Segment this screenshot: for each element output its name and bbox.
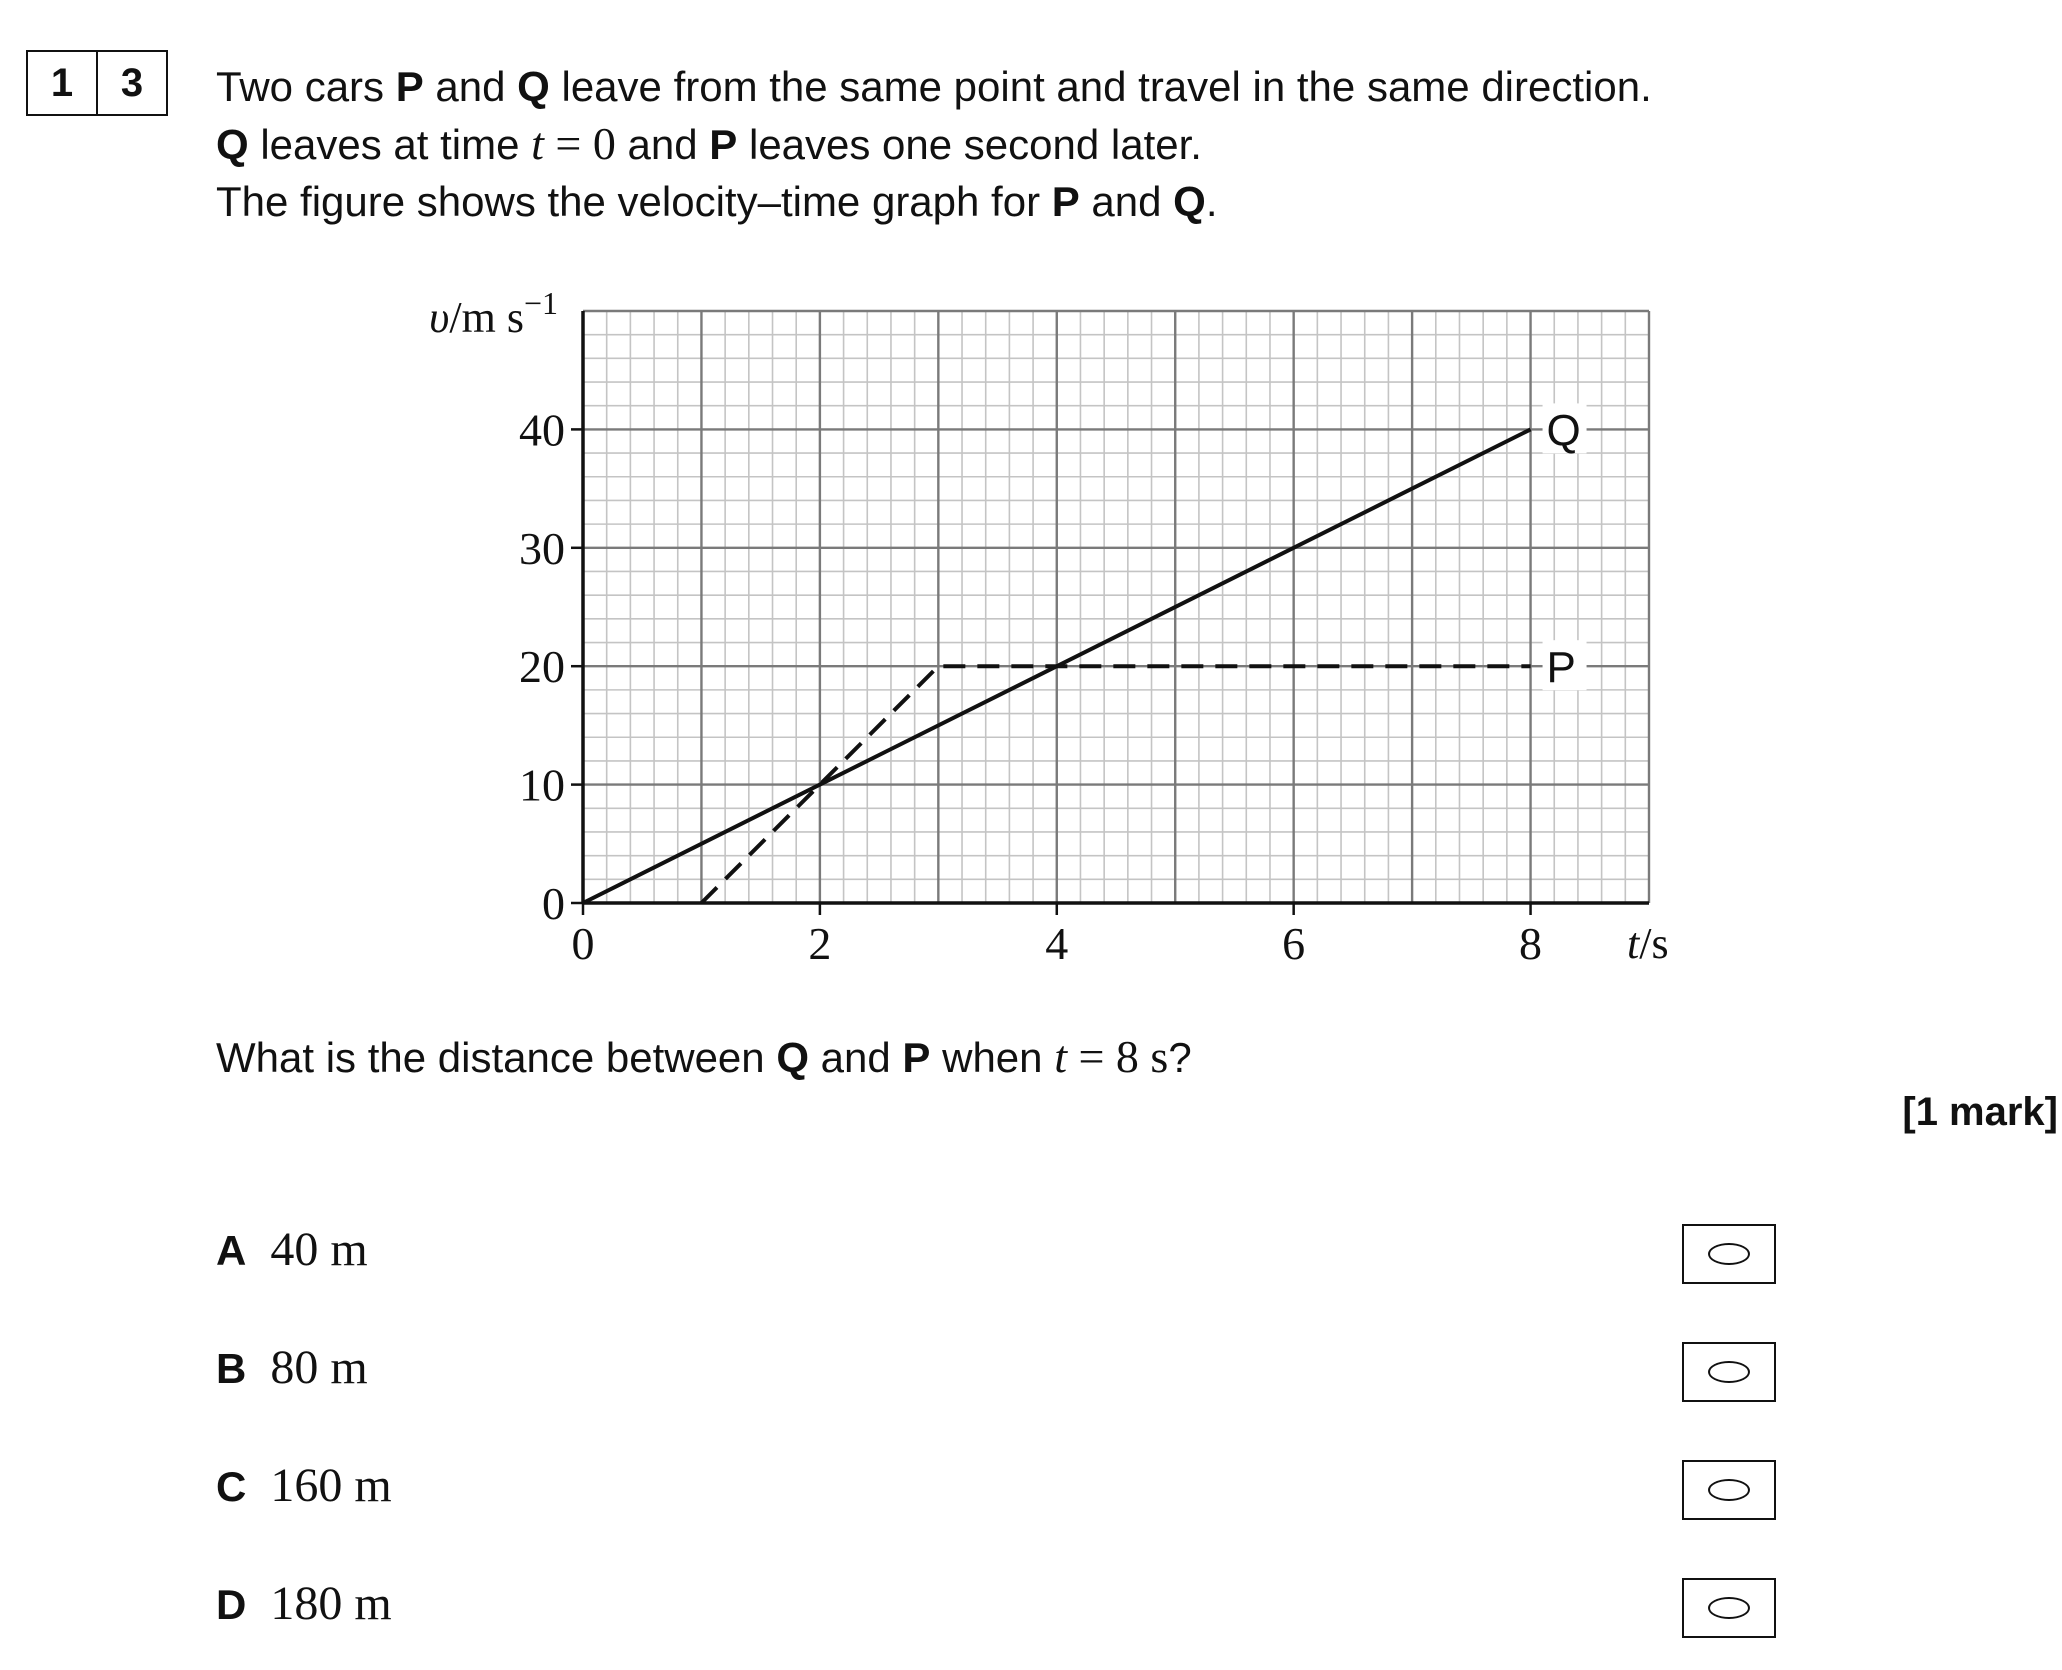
y-tick-label: 40 [519,404,565,456]
x-axis-label [1627,919,1669,968]
option-a [216,1222,368,1277]
intro-text: leaves one second later. [737,121,1202,168]
option-letter: A [216,1227,247,1274]
question-text [216,1030,1192,1083]
answer-oval-icon [1708,1243,1750,1265]
option-letter: D [216,1581,247,1628]
y-axis-variable: υ [429,293,450,342]
y-axis-unit: /m s [449,293,524,342]
time-variable: t [1054,1031,1067,1082]
option-letter: C [216,1463,247,1510]
x-tick-label: 6 [1282,918,1306,969]
x-axis-variable: t [1627,919,1640,968]
question-number-digit-2: 3 [96,52,166,114]
y-tick-label: 20 [519,641,565,693]
y-tick-label: 0 [542,878,565,929]
question-part: when [930,1034,1055,1081]
intro-text: and [615,121,710,168]
answer-oval-icon [1708,1479,1750,1501]
intro-text: and [423,63,518,110]
minor-grid [583,311,1649,903]
answer-oval-icon [1708,1361,1750,1383]
car-q-label: Q [216,121,249,168]
car-p-label: P [1051,178,1080,225]
series-label-q: Q [1546,406,1581,456]
question-part: What is the distance between [216,1034,777,1081]
mark-allocation: [1 mark] [1902,1090,2058,1134]
option-c-answer-box[interactable] [1682,1460,1776,1520]
intro-text: leave from the same point and travel in the same direction. [549,63,1652,110]
intro-text: Two cars [216,63,396,110]
intro-text: leaves at time [248,121,532,168]
y-axis-label [429,285,558,342]
time-variable: t [531,118,544,169]
x-axis-unit: /s [1639,919,1669,968]
option-d-answer-box[interactable] [1682,1578,1776,1638]
option-value: 40 m [270,1223,368,1276]
car-p-label: P [902,1034,931,1081]
intro-text: The figure shows the velocity–time graph for [216,178,1052,225]
y-axis-exponent: −1 [523,285,558,321]
question-part: and [809,1034,903,1081]
option-value: 180 m [270,1577,392,1630]
intro-text: and [1079,178,1174,225]
y-tick-label: 30 [519,522,565,574]
option-a-answer-box[interactable] [1682,1224,1776,1284]
option-b [216,1340,368,1395]
answer-oval-icon [1708,1597,1750,1619]
axes [571,311,1649,915]
x-tick-label: 2 [808,918,832,969]
car-q-label: Q [1173,178,1206,225]
car-p-label: P [395,63,424,110]
x-tick-label: 0 [571,918,595,969]
x-tick-label: 8 [1519,918,1543,969]
time-equation: = 0 [543,118,616,169]
intro-text: . [1205,178,1218,225]
major-grid [583,311,1649,903]
option-d [216,1576,392,1631]
y-tick-label: 10 [519,759,565,811]
question-number-digit-1: 1 [50,60,74,105]
option-value: 80 m [270,1341,368,1394]
series-label-p: P [1546,643,1576,693]
option-value: 160 m [270,1459,392,1512]
car-p-label: P [709,121,738,168]
question-part: ? [1168,1034,1192,1081]
option-letter: B [216,1345,247,1392]
car-q-label: Q [517,63,550,110]
time-equation: = 8 s [1066,1031,1169,1082]
option-b-answer-box[interactable] [1682,1342,1776,1402]
car-q-label: Q [776,1034,809,1081]
x-tick-label: 4 [1045,918,1069,969]
option-c [216,1458,392,1513]
